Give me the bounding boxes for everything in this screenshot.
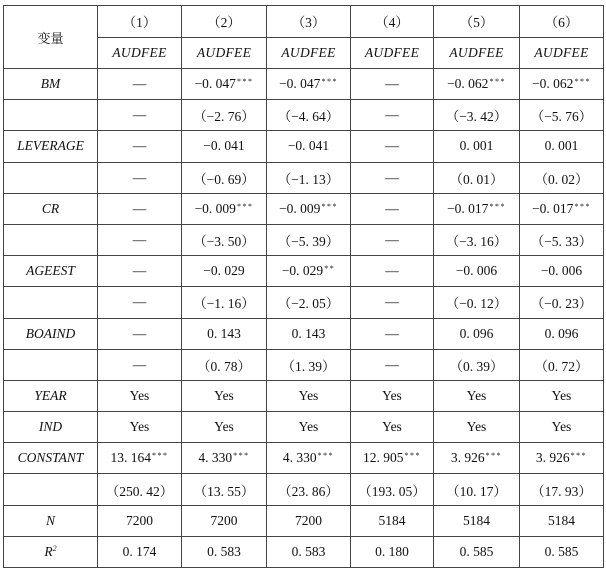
cell-value: Yes [551, 419, 572, 435]
table-cell [434, 256, 520, 287]
cell-value: — [385, 232, 399, 248]
coefficient-row [4, 380, 604, 411]
table-cell [351, 318, 434, 349]
cell-value: （−0. 69） [193, 171, 255, 187]
cell-value: （−1. 16） [193, 296, 255, 312]
cell-value: （−5. 33） [530, 234, 593, 250]
significance-stars: ** [324, 264, 336, 274]
cell-value: （−0. 12） [445, 296, 508, 312]
coefficient-row [4, 131, 604, 162]
t-statistic-row [4, 287, 604, 318]
table-cell [182, 256, 267, 287]
table-cell [520, 318, 604, 349]
dependent-variable-label: AUDFEE [520, 37, 604, 69]
cell-value: Yes [466, 419, 487, 435]
table-cell [434, 287, 520, 318]
table-cell [351, 412, 434, 443]
table-cell [520, 474, 604, 505]
t-statistic-row [4, 474, 604, 505]
row-variable-name [4, 349, 98, 380]
table-cell [98, 474, 182, 505]
table-cell [434, 100, 520, 131]
cell-value: — [385, 263, 399, 279]
table-cell [520, 131, 604, 162]
table-cell [351, 256, 434, 287]
table-cell [351, 224, 434, 255]
table-cell [520, 100, 604, 131]
table-cell [520, 412, 604, 443]
cell-value: （−0. 23） [530, 296, 593, 312]
significance-stars: *** [233, 451, 250, 461]
table-cell [267, 162, 351, 193]
cell-value: — [385, 169, 399, 185]
cell-value: — [385, 138, 399, 154]
table-cell: 0. 583 [267, 536, 351, 567]
cell-value: （−3. 16） [445, 234, 508, 250]
significance-stars: *** [321, 77, 338, 87]
table-cell: 0. 585 [520, 536, 604, 567]
table-cell [520, 349, 604, 380]
cell-value: （0. 78） [197, 358, 251, 374]
cell-value: （23. 86） [278, 483, 339, 499]
table-body [4, 69, 604, 568]
table-cell [434, 69, 520, 100]
model-header: （5） [434, 6, 520, 38]
cell-value: 5184 [548, 512, 575, 528]
model-header: （2） [182, 6, 267, 38]
cell-value: −0. 062 [532, 76, 574, 92]
significance-stars: *** [317, 451, 335, 461]
cell-value: 7200 [210, 512, 238, 528]
cell-value: （−3. 42） [445, 109, 508, 125]
table-cell [182, 318, 267, 349]
table-cell [98, 100, 182, 131]
table-cell [267, 193, 351, 224]
table-cell [98, 318, 182, 349]
cell-value: 0. 096 [459, 325, 494, 341]
cell-value: — [385, 325, 399, 341]
significance-stars: *** [485, 451, 503, 461]
cell-value: （−3. 50） [193, 234, 255, 250]
table-cell [98, 162, 182, 193]
coefficient-row [4, 318, 604, 349]
table-cell [351, 162, 434, 193]
cell-value: （−1. 13） [277, 171, 340, 187]
t-statistic-row [4, 224, 604, 255]
table-cell [98, 380, 182, 411]
cell-value: 13. 164 [110, 450, 151, 466]
table-cell [434, 380, 520, 411]
cell-value: 7200 [126, 512, 153, 528]
row-variable-name: CONSTANT [4, 443, 98, 474]
table-cell [182, 287, 267, 318]
table-cell [182, 69, 267, 100]
coefficient-row [4, 256, 604, 287]
cell-value: （10. 17） [446, 483, 507, 499]
r-squared-label: R [44, 543, 53, 559]
table-cell [98, 505, 182, 536]
row-variable-name [4, 474, 98, 505]
cell-value: — [132, 76, 147, 92]
table-cell [351, 193, 434, 224]
row-variable-name: BM [4, 69, 98, 100]
table-cell [434, 412, 520, 443]
table-cell [182, 349, 267, 380]
cell-value: — [132, 107, 147, 123]
coefficient-row [4, 443, 604, 474]
significance-stars: *** [236, 77, 254, 87]
table-cell [267, 100, 351, 131]
table-cell [434, 224, 520, 255]
cell-value: Yes [466, 387, 487, 403]
row-variable-name: CR [4, 193, 98, 224]
cell-value: （−5. 39） [277, 234, 340, 250]
significance-stars: *** [404, 451, 421, 461]
row-variable-name: YEAR [4, 380, 98, 411]
row-variable-name: IND [4, 412, 98, 443]
table-cell [434, 505, 520, 536]
cell-value: −0. 006 [540, 263, 583, 279]
table-cell [267, 256, 351, 287]
cell-value: 0. 001 [544, 138, 579, 154]
table-cell [267, 443, 351, 474]
table-cell [182, 412, 267, 443]
table-cell [267, 318, 351, 349]
cell-value: Yes [298, 419, 319, 435]
regression-results-table [3, 5, 604, 568]
table-cell [351, 474, 434, 505]
table-cell [182, 100, 267, 131]
table-cell [267, 349, 351, 380]
table-cell: 0. 174 [98, 536, 182, 567]
cell-value: （250. 42） [105, 483, 174, 499]
coefficient-row [4, 505, 604, 536]
table-cell [351, 287, 434, 318]
table-cell [434, 193, 520, 224]
significance-stars: *** [574, 201, 591, 211]
cell-value: 5184 [463, 512, 490, 528]
cell-value: −0. 017 [532, 200, 574, 216]
cell-value: Yes [129, 419, 150, 435]
dependent-variable-label: AUDFEE [351, 37, 434, 69]
cell-value: 4. 330 [282, 450, 317, 466]
table-cell [98, 131, 182, 162]
table-cell [98, 287, 182, 318]
table-cell: 0. 583 [182, 536, 267, 567]
cell-value: （0. 39） [449, 358, 504, 374]
model-header: （4） [351, 6, 434, 38]
table-cell [267, 412, 351, 443]
cell-value: Yes [129, 387, 150, 403]
cell-value: （0. 02） [534, 171, 589, 187]
cell-value: （0. 72） [534, 358, 589, 374]
cell-value: −0. 041 [287, 138, 330, 154]
table-cell [267, 224, 351, 255]
table-cell [434, 443, 520, 474]
row-variable-name [4, 162, 98, 193]
dependent-variable-label: AUDFEE [267, 37, 351, 69]
cell-value: −0. 029 [281, 263, 324, 279]
table-cell [182, 193, 267, 224]
cell-value: −0. 006 [455, 263, 498, 279]
table-cell [267, 131, 351, 162]
coefficient-row [4, 69, 604, 100]
table-cell [520, 256, 604, 287]
table-cell [434, 131, 520, 162]
table-cell [351, 100, 434, 131]
model-header: （6） [520, 6, 604, 38]
cell-value: — [132, 325, 147, 341]
cell-value: （0. 01） [449, 171, 504, 187]
table-cell [520, 162, 604, 193]
cell-value: 0. 143 [291, 325, 326, 341]
table-cell [182, 380, 267, 411]
t-statistic-row [4, 162, 604, 193]
cell-value: — [132, 138, 147, 154]
table-cell [520, 287, 604, 318]
cell-value: Yes [298, 387, 319, 403]
table-cell [182, 131, 267, 162]
table-cell [351, 349, 434, 380]
cell-value: （−2. 76） [193, 109, 255, 125]
table-cell [520, 380, 604, 411]
cell-value: 0. 143 [207, 325, 241, 341]
significance-stars: *** [574, 77, 591, 87]
table-cell [98, 69, 182, 100]
row-variable-name: LEVERAGE [4, 131, 98, 162]
table-cell [267, 380, 351, 411]
significance-stars: *** [236, 201, 254, 211]
coefficient-row [4, 412, 604, 443]
cell-value: （1. 39） [281, 358, 336, 374]
cell-value: — [385, 107, 399, 123]
cell-value: — [132, 356, 147, 372]
cell-value: — [385, 76, 399, 92]
table-cell [267, 474, 351, 505]
cell-value: −0. 009 [194, 200, 236, 216]
cell-value: 0. 001 [459, 138, 494, 154]
coefficient-row [4, 193, 604, 224]
cell-value: （−4. 64） [277, 109, 340, 125]
table-cell [182, 505, 267, 536]
row-variable-name [4, 224, 98, 255]
table-cell [98, 193, 182, 224]
row-variable-name [4, 100, 98, 131]
cell-value: — [132, 294, 147, 310]
cell-value: 4. 330 [198, 450, 233, 466]
table-cell [267, 287, 351, 318]
table-cell [98, 224, 182, 255]
cell-value: — [385, 294, 399, 310]
model-header: （1） [98, 6, 182, 38]
row-variable-name: AGEEST [4, 256, 98, 287]
significance-stars: *** [570, 451, 588, 461]
table-cell [267, 69, 351, 100]
table-cell [434, 318, 520, 349]
row-variable-name: N [4, 505, 98, 536]
cell-value: （193. 05） [358, 483, 426, 499]
cell-value: Yes [382, 387, 402, 403]
cell-value: — [132, 263, 147, 279]
cell-value: −0. 029 [203, 263, 245, 279]
r-squared-superscript: 2 [52, 543, 57, 553]
table-cell [434, 162, 520, 193]
row-variable-name: BOAIND [4, 318, 98, 349]
model-header: （3） [267, 6, 351, 38]
cell-value: 3. 926 [450, 450, 485, 466]
row-variable-name [4, 287, 98, 318]
cell-value: −0. 017 [447, 200, 489, 216]
t-statistic-row [4, 100, 604, 131]
table-cell [434, 474, 520, 505]
table-cell [351, 69, 434, 100]
significance-stars: *** [152, 451, 169, 461]
t-statistic-row [4, 349, 604, 380]
cell-value: — [132, 169, 147, 185]
cell-value: −0. 062 [447, 76, 489, 92]
cell-value: Yes [382, 419, 402, 435]
row-variable-name [4, 536, 98, 567]
table-cell [520, 505, 604, 536]
table-cell: 0. 180 [351, 536, 434, 567]
table-cell [351, 443, 434, 474]
table-cell [182, 224, 267, 255]
cell-value: 5184 [378, 512, 406, 528]
table-cell [520, 224, 604, 255]
cell-value: — [132, 200, 147, 216]
cell-value: 3. 926 [535, 450, 570, 466]
table-cell [267, 505, 351, 536]
cell-value: 0. 096 [544, 325, 579, 341]
table-cell [182, 162, 267, 193]
table-cell [351, 380, 434, 411]
cell-value: （−2. 05） [277, 296, 340, 312]
table-cell [351, 131, 434, 162]
table-cell [98, 256, 182, 287]
significance-stars: *** [489, 201, 506, 211]
table-cell [98, 349, 182, 380]
cell-value: — [385, 356, 399, 372]
table-cell [98, 412, 182, 443]
dependent-variable-label: AUDFEE [434, 37, 520, 69]
table-cell [520, 69, 604, 100]
cell-value: （13. 55） [193, 483, 255, 499]
variable-column-header: 变量 [4, 6, 98, 69]
table-cell [351, 505, 434, 536]
dependent-variable-label: AUDFEE [182, 37, 267, 69]
cell-value: Yes [551, 387, 572, 403]
dependent-variable-label: AUDFEE [98, 37, 182, 69]
table-cell [98, 443, 182, 474]
table-cell [520, 443, 604, 474]
cell-value: — [132, 232, 147, 248]
significance-stars: *** [321, 201, 338, 211]
cell-value: 7200 [295, 512, 322, 528]
table-cell [182, 474, 267, 505]
model-number-header-row [4, 6, 604, 38]
cell-value: −0. 047 [279, 76, 321, 92]
cell-value: （−5. 76） [530, 109, 593, 125]
cell-value: Yes [214, 419, 234, 435]
significance-stars: *** [489, 77, 506, 87]
cell-value: 12. 905 [363, 450, 404, 466]
cell-value: — [385, 200, 399, 216]
cell-value: （17. 93） [531, 483, 592, 499]
table-cell: 0. 585 [434, 536, 520, 567]
table-cell [182, 443, 267, 474]
cell-value: −0. 047 [194, 76, 236, 92]
table-cell [434, 349, 520, 380]
table-cell [520, 193, 604, 224]
cell-value: Yes [214, 387, 234, 403]
r-squared-row [4, 536, 604, 567]
cell-value: −0. 041 [203, 138, 245, 154]
cell-value: −0. 009 [279, 200, 321, 216]
